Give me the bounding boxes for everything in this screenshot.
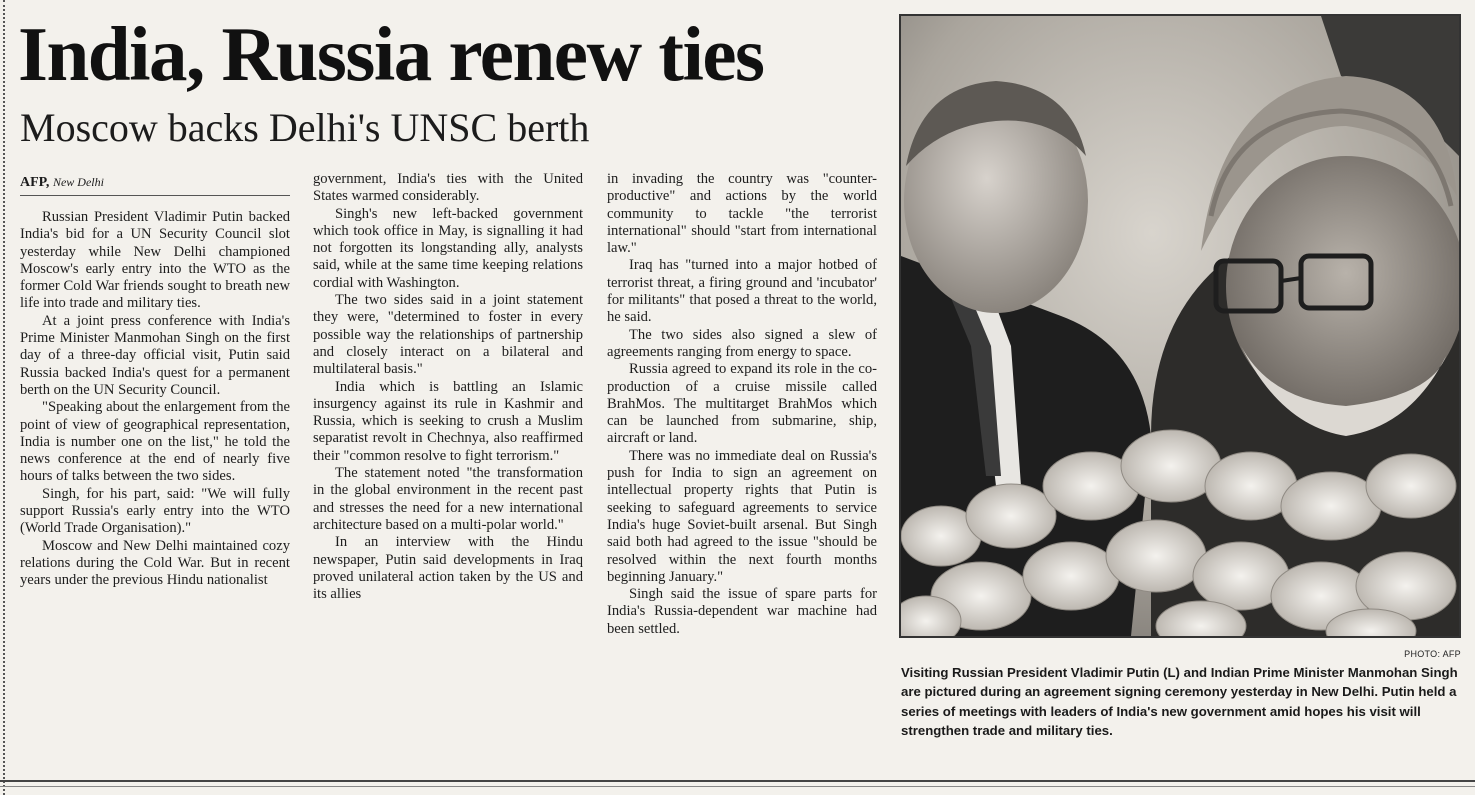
article-column-1 [20,209,290,590]
article-column-3 [607,171,877,638]
photo-credit: PHOTO: AFP [1404,649,1461,659]
paragraph: Singh, for his part, said: "We will fully support Russia's early entry into the WTO (World Trade Organisation)." [20,485,290,537]
paragraph: "Speaking about the enlargement from the point of view of geographical representation, India is number one on the list," he told the news conference at the end of nearly five hours of talks between the two sides. [20,399,290,485]
bottom-rule [0,780,1475,782]
photo-illustration [901,16,1459,636]
byline-agency: AFP, [20,175,50,190]
headline: India, Russia renew ties [18,11,764,97]
paragraph: Singh said the issue of spare parts for India's Russia-dependent war machine had been settled. [607,586,877,637]
news-photo [899,14,1461,638]
paragraph: The statement noted "the transformation in the global environment in the recent past and stresses the need for a new international architecture based on a multi-polar world." [313,465,583,533]
paragraph: In an interview with the Hindu newspaper, Putin said developments in Iraq proved unilateral action taken by the US and its allies [313,534,583,603]
subheadline: Moscow backs Delhi's UNSC berth [20,105,590,150]
paragraph: Moscow and New Delhi maintained cozy relations during the Cold War. But in recent years under the previous Hindu nationalist [20,537,290,589]
byline [20,173,290,196]
photo-caption: Visiting Russian President Vladimir Putin (L) and Indian Prime Minister Manmohan Singh are pictured during an agreement signing ceremony yesterday in New Delhi. Putin held a series of meetings with leaders of India's new government amid hopes his visit will strengthen trade and military ties. [901,665,1458,738]
paragraph: There was no immediate deal on Russia's push for India to sign an agreement on intellectual property rights that Putin is seeking to safeguard agreements to service India's huge Soviet-built arsenal. But Singh said both had agreed to the issue "should be resolved within the next fourth months beginning January." [607,447,877,585]
paragraph: The two sides also signed a slew of agreements ranging from energy to space. [607,326,877,360]
column-rule [3,0,5,795]
paragraph: India which is battling an Islamic insurgency against its rule in Kashmir and Russia, which is seeking to crush a Muslim separatist revolt in Chechnya, also reaffirmed their "common resolve to fight terrorism." [313,378,583,464]
paragraph: Russian President Vladimir Putin backed India's bid for a UN Security Council slot yesterday while New Delhi championed Moscow's early entry into the WTO as the former Cold War friends sought to breath new life into trade and military ties. [20,209,290,312]
paragraph: Singh's new left-backed government which took office in May, is signalling it had not forgotten its longstanding ally, analysts said, while at the same time keeping relations cordial with Washington. [313,205,583,291]
bottom-rule-thin [0,786,1475,787]
byline-location: New Delhi [52,175,104,189]
paragraph: The two sides said in a joint statement they were, "determined to foster in every possible way the relationships of partnership and closely interact on a bilateral and multilateral basis." [313,292,583,378]
paragraph: At a joint press conference with India's Prime Minister Manmohan Singh on the first day of a three-day official visit, Putin said Russia backed India's quest for a permanent berth on the UN Security Council. [20,312,290,398]
article-column-2 [313,171,583,603]
paragraph: Russia agreed to expand its role in the co-production of a cruise missile called BrahMos. The multitarget BrahMos which can be launched from submarine, ship, aircraft or land. [607,361,877,447]
paragraph: in invading the country was "counter-productive" and actions by the world community to tackle "the terrorist international" should "start from international law." [607,171,877,257]
paragraph: government, India's ties with the United States warmed considerably. [313,171,583,205]
paragraph: Iraq has "turned into a major hotbed of terrorist threat, a firing ground and 'incubator' for militants" that posed a threat to the world, he said. [607,257,877,326]
